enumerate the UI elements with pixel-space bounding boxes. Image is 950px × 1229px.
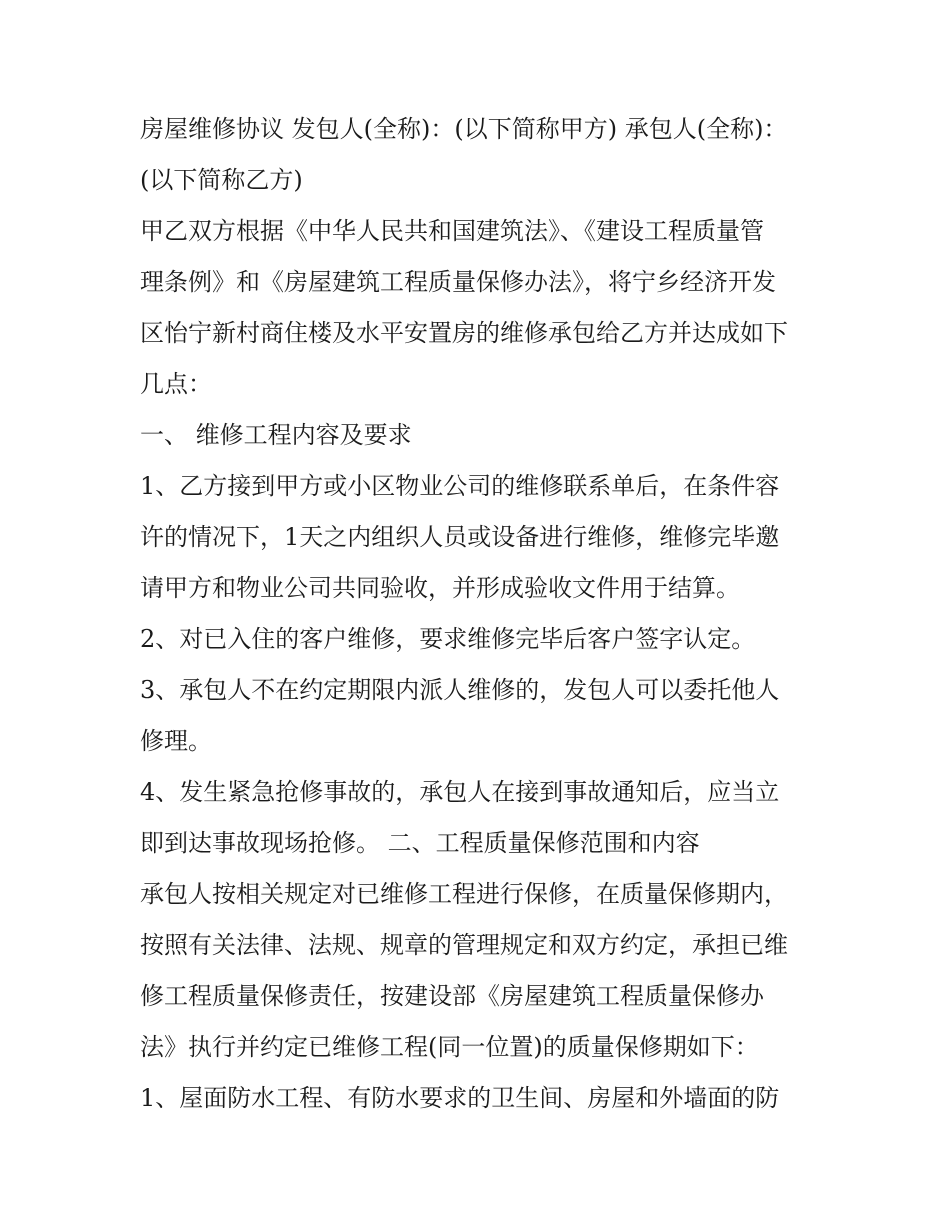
text-line: 即到达事故现场抢修。 二、工程质量保修范围和内容 [140, 829, 700, 857]
text-line: 2、对已入住的客户维修，要求维修完毕后客户签字认定。 [140, 625, 756, 653]
text-line: 区怡宁新村商住楼及水平安置房的维修承包给乙方并达成如下 [140, 319, 788, 347]
text-line: 1、屋面防水工程、有防水要求的卫生间、房屋和外墙面的防 [140, 1084, 780, 1112]
text-line: 请甲方和物业公司共同验收，并形成验收文件用于结算。 [140, 574, 740, 602]
text-line: 4、发生紧急抢修事故的，承包人在接到事故通知后，应当立 [140, 778, 780, 806]
text-line: 1、乙方接到甲方或小区物业公司的维修联系单后，在条件容 [140, 472, 780, 500]
text-line: 几点： [140, 370, 212, 398]
text-line: (以下简称乙方) [140, 166, 303, 194]
text-line: 修理。 [140, 727, 212, 755]
document-body [140, 104, 830, 1124]
text-line: 承包人按相关规定对已维修工程进行保修，在质量保修期内， [140, 880, 788, 908]
text-line: 3、承包人不在约定期限内派人维修的，发包人可以委托他人 [140, 676, 780, 704]
text-line: 法》执行并约定已维修工程(同一位置)的质量保修期如下： [140, 1033, 759, 1061]
text-line: 按照有关法律、法规、规章的管理规定和双方约定，承担已维 [140, 931, 788, 959]
text-line: 许的情况下，1天之内组织人员或设备进行维修，维修完毕邀 [140, 523, 780, 551]
text-line: 修工程质量保修责任，按建设部《房屋建筑工程质量保修办 [140, 982, 764, 1010]
section-heading: 一、 维修工程内容及要求 [140, 421, 412, 449]
text-line: 理条例》和《房屋建筑工程质量保修办法》，将宁乡经济开发 [140, 268, 776, 296]
text-line: 甲乙双方根据《中华人民共和国建筑法》、《建设工程质量管 [140, 217, 764, 245]
text-line: 房屋维修协议 发包人(全称)：(以下简称甲方) 承包人(全称)： [140, 115, 788, 143]
